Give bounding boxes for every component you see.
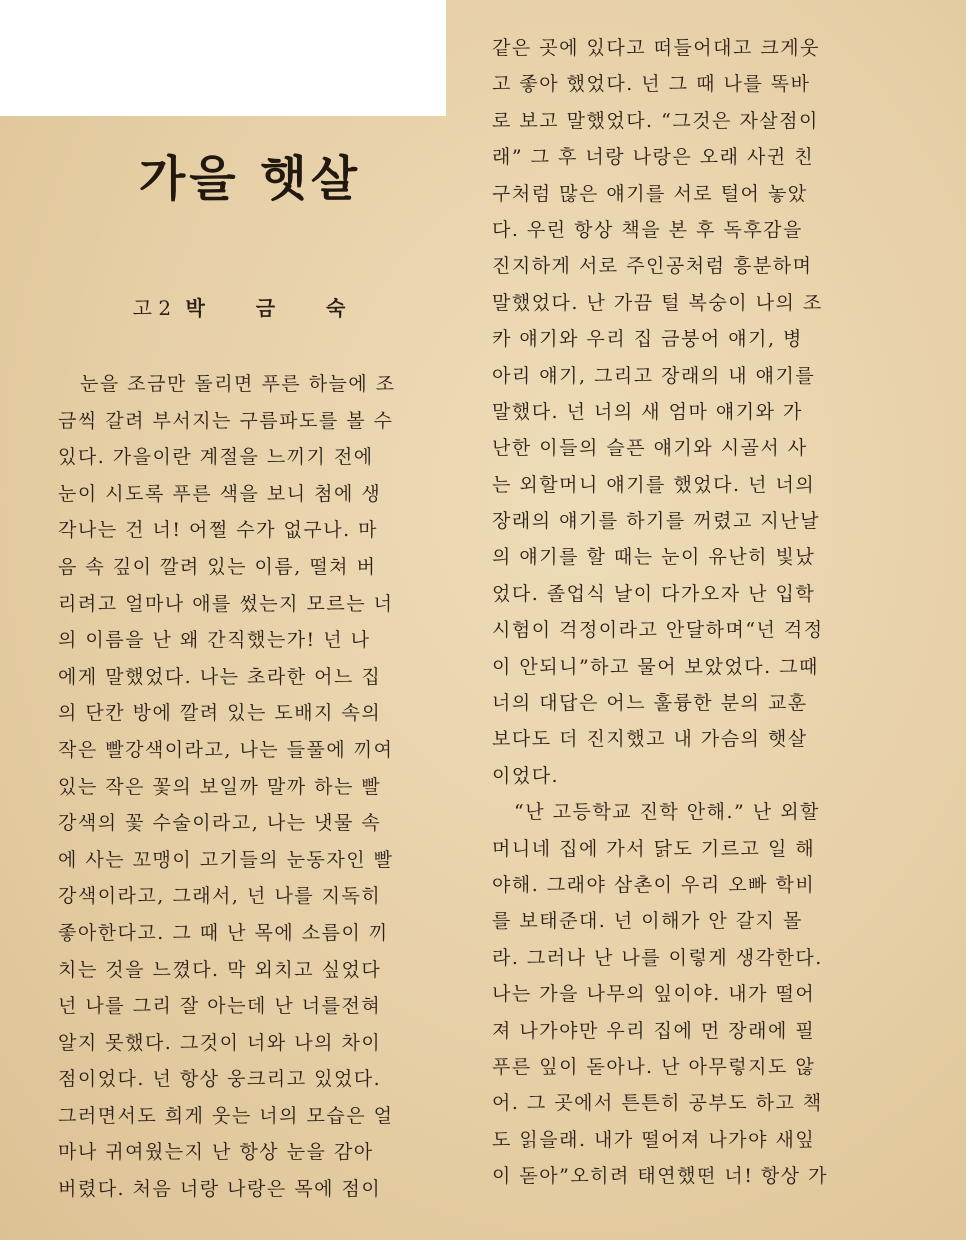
text-line: 었다. 졸업식 날이 다가오자 난 입학 [492, 582, 816, 605]
text-line: 마나 귀여웠는지 난 항상 눈을 감아 [58, 1141, 374, 1164]
text-line: 보다도 더 진지했고 내 가슴의 햇살 [492, 728, 808, 751]
text-line: 나는 가을 나무의 잎이야. 내가 떨어 [492, 983, 816, 1006]
text-line: 카 얘기와 우리 집 금붕어 얘기, 병 [492, 328, 803, 351]
text-line: 로 보고 말했었다. “그것은 자살점이 [492, 109, 819, 132]
text-line: “난 고등학교 진학 안해.” 난 외할 [514, 801, 820, 824]
text-line: 도 읽을래. 내가 떨어져 나가야 새잎 [492, 1128, 816, 1151]
text-line: 버렸다. 처음 너랑 나랑은 목에 점이 [58, 1178, 382, 1201]
text-line: 말했었다. 난 가끔 털 복숭이 나의 조 [492, 291, 823, 314]
text-line: 이 안되니”하고 물어 보았었다. 그때 [492, 655, 819, 678]
left-text-column [58, 366, 448, 1208]
text-line: 같은 곳에 있다고 떠들어대고 크게웃 [492, 37, 820, 59]
text-line: 고 좋아 했었다. 넌 그 때 나를 똑바 [492, 73, 811, 96]
text-line: 눈이 시도록 푸른 색을 보니 첨에 생 [58, 482, 382, 505]
text-line: 머니네 집에 가서 닭도 기르고 일 해 [492, 837, 816, 860]
text-line: 시험이 걱정이라고 안달하며“넌 걱정 [492, 619, 824, 642]
right-text-column [492, 30, 892, 1195]
text-line: 점이었다. 넌 항상 웅크리고 있었다. [58, 1068, 382, 1091]
text-line: 금씩 갈려 부서지는 구름파도를 볼 수 [58, 409, 394, 432]
text-line: 강색이라고, 그래서, 넌 나를 지독히 [58, 885, 382, 908]
text-line: 의 단칸 방에 깔려 있는 도배지 속의 [58, 702, 382, 725]
text-line: 음 속 깊이 깔려 있는 이름, 떨쳐 버 [58, 555, 377, 578]
text-line: 눈을 조금만 돌리면 푸른 하늘에 조 [80, 373, 396, 395]
text-line: 져 나가야만 우리 집에 먼 장래에 필 [492, 1019, 816, 1042]
text-line: 난한 이들의 슬픈 얘기와 시골서 사 [492, 437, 808, 460]
text-line: 이었다. [492, 764, 560, 787]
text-line: 리려고 얼마나 애를 썼는지 모르는 너 [58, 592, 394, 615]
text-line: 아리 얘기, 그리고 장래의 내 얘기를 [492, 364, 816, 387]
text-line: 장래의 얘기를 하기를 꺼렸고 지난날 [492, 510, 820, 533]
author-grade: 고 2 [132, 296, 172, 320]
text-line: 를 보태준대. 넌 이해가 안 갈지 몰 [492, 910, 803, 933]
text-line: 알지 못했다. 그것이 너와 나의 차이 [58, 1031, 382, 1054]
text-line: 치는 것을 느꼈다. 막 외치고 싶었다 [58, 958, 382, 981]
text-line: 라. 그러나 난 나를 이렇게 생각한다. [492, 946, 823, 969]
text-line: 의 이름을 난 왜 간직했는가! 넌 나 [58, 629, 371, 652]
author-line [60, 292, 440, 321]
text-line: 에게 말했었다. 나는 초라한 어느 집 [58, 665, 382, 688]
text-line: 있는 작은 꽃의 보일까 말까 하는 빨 [58, 775, 382, 798]
text-line: 강색의 꽃 수술이라고, 나는 냇물 속 [58, 812, 382, 835]
text-line: 래” 그 후 너랑 나랑은 오래 사귄 친 [492, 146, 815, 169]
article-title: 가을 햇살 [138, 151, 362, 207]
text-line: 그러면서도 희게 웃는 너의 모습은 얼 [58, 1104, 394, 1127]
author-name: 박 금 숙 [185, 296, 368, 320]
text-line: 의 얘기를 할 때는 눈이 유난히 빛났 [492, 546, 816, 569]
text-line: 어. 그 곳에서 튼튼히 공부도 하고 책 [492, 1092, 823, 1115]
text-line: 좋아한다고. 그 때 난 목에 소름이 끼 [58, 921, 389, 944]
text-line: 있다. 가을이란 계절을 느끼기 전에 [58, 446, 374, 469]
text-line: 이 돋아”오히려 태연했떤 너! 항상 가 [492, 1165, 829, 1188]
blank-corner [0, 0, 446, 116]
text-line: 에 사는 꼬맹이 고기들의 눈동자인 빨 [58, 848, 394, 871]
text-line: 진지하게 서로 주인공처럼 흥분하며 [492, 255, 813, 278]
text-line: 넌 나를 그리 잘 아는데 난 너를전혀 [58, 995, 382, 1018]
text-line: 는 외할머니 얘기를 했었다. 넌 너의 [492, 473, 816, 496]
text-line: 구처럼 많은 얘기를 서로 털어 놓았 [492, 182, 808, 205]
text-line: 작은 빨강색이라고, 나는 들풀에 끼여 [58, 738, 394, 761]
text-line: 말했다. 넌 너의 새 엄마 얘기와 가 [492, 400, 803, 423]
text-line: 야해. 그래야 삼촌이 우리 오빠 학비 [492, 873, 816, 896]
text-line: 푸른 잎이 돋아나. 난 아무렇지도 않 [492, 1055, 816, 1078]
text-line: 너의 대답은 어느 훌륭한 분의 교훈 [492, 692, 808, 715]
text-line: 각나는 건 너! 어쩔 수가 없구나. 마 [58, 519, 379, 542]
text-line: 다. 우린 항상 책을 본 후 독후감을 [492, 218, 803, 241]
